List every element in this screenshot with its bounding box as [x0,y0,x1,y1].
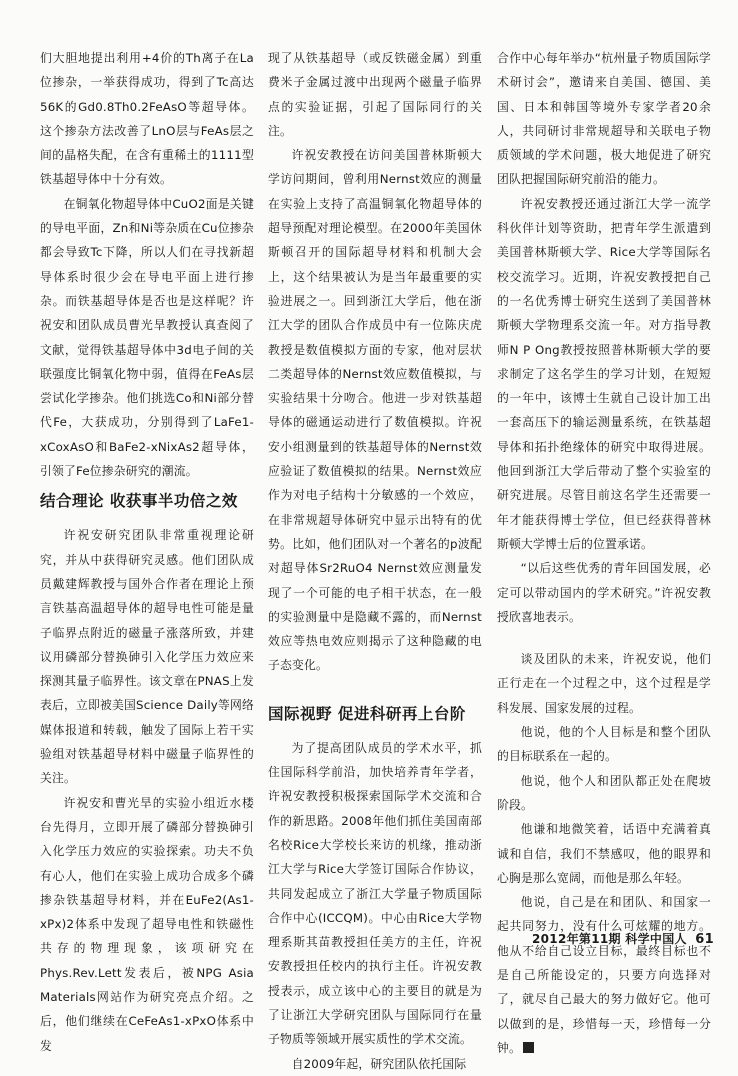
paragraph-text: 许祝安研究团队非常重视理论研究，并从中获得研究灵感。他们团队成员戴建辉教授与国外合作者在理论上预言铁基高温超导体的超导电性可能是量子临界点附近的磁量子涨落所致，并建议用磷部分替换砷引入化学压力效应来探测其量子临界性。该文章在PNAS上发表后，立即被美国Science Daily等网络媒体报道和转载，触发了国际上若干实验组对铁基超导材料中磁量子临界性的关注。 [40,528,254,786]
paragraph [40,192,254,484]
paragraph-text: 他说，他个人和团队都正处在爬坡阶段。 [497,773,711,812]
text-column-1 [40,46,254,1058]
paragraph [268,1052,482,1076]
paragraph-text: 为了提高团队成员的学术水平，抓住国际科学前沿，加快培养青年学者，许祝安教授积极探索国际学术交流和合作的新思路。2008年他们抓住美国南部名校Rice大学校长来访的机缘，推动浙江大学与Rice大学签订国际合作协议，共同发起成立了浙江大学量子物质国际合作中心(ICCQM)。中心由Rice大学物理系斯其苗教授担任美方的主任，许祝安教授担任校内的执行主任。许祝安教授表示，成立该中心的主要目的就是为了让浙江大学研究团队与国际同行在量子物质等领域开展实质性的学术交流。 [268,740,482,1047]
paragraph-text: 他说，他的个人目标是和整个团队的目标联系在一起的。 [497,725,711,764]
page-footer [532,930,714,947]
paragraph [497,720,711,769]
section-heading: 国际视野 促进科研再上台阶 [268,704,466,723]
paragraph [268,736,482,1052]
paragraph-text: 自2009年起，研究团队依托国际 [291,1056,467,1071]
paragraph-text: 们大胆地提出利用+4价的Th离子在La位掺杂，一举获得成功，得到了Tc高达56K的Gd0.8Th0.2FeAsO等超导体。这个掺杂方法改善了LnO层与FeAs层之间的晶格失配，在含有重稀土的1111型铁基超导体中十分有效。 [40,51,254,187]
paragraph-text: 许祝安和曹光旱的实验小组近水楼台先得月，立即开展了磷部分替换砷引入化学压力效应的实验探索。功夫不负有心人，他们在实验上成功合成多个磷掺杂铁基超导材料，并在EuFe2(As1-xPx)2体系中发现了超导电性和铁磁性共存的物理现象，该项研究在Phys.Rev.Lett发表后，被NPG Asia Materials网站作为研究亮点介绍。之后，他们继续在CeFeAs1-xPxO体系中发 [40,795,254,1053]
text-column-3 [497,46,711,1060]
issue-label: 2012年第11期 [532,932,621,946]
paragraph [40,523,254,790]
paragraph-text: 许祝安教授在访问美国普林斯顿大学访问期间，曾利用Nernst效应的测量在实验上支持了高温铜氧化物超导体的超导预配对理论模型。在2000年美国休斯顿召开的国际超导材料和机制大会上，这个结果被认为是当年最重要的实验进展之一。回到浙江大学后，他在浙江大学的团队合作成员中有一位陈庆虎教授是数值模拟方面的专家，他对层状二类超导体的Nernst效应数值模拟，与实验结果十分吻合。他进一步对铁基超导体的磁通运动进行了数值模拟。许祝安小组测量到的铁基超导体的Nernst效应验证了数值模拟的结果。Nernst效应作为对电子结构十分敏感的一个效应，在非常规超导体研究中显示出特有的优势。比如，他们团队对一个著名的p波配对超导体Sr2RuO4 Nernst效应测量发现了一个可能的电子相干状态，在一般的实验测量中是隐藏不露的，而Nernst效应等热电效应则揭示了这种隐藏的电子态变化。 [268,148,482,673]
paragraph-text: 现了从铁基超导（或反铁磁金属）到重费米子金属过渡中出现两个磁量子临界点的实验证据，引起了国际同行的关注。 [268,51,482,138]
paragraph-text: 谈及团队的未来，许祝安说，他们正行走在一个过程之中，这个过程是学科发展、国家发展的过程。 [497,652,711,715]
paragraph-text: 他谦和地微笑着，话语中充满着真诚和自信，我们不禁感叹，他的眼界和心胸是那么宽阔，而他是那么年轻。 [497,822,711,885]
paragraph-gap [268,678,482,696]
paragraph [497,769,711,818]
text-column-2 [268,46,482,1076]
paragraph [40,46,254,192]
magazine-name: 科学中国人 [625,932,687,946]
paragraph [497,890,711,1060]
paragraph [268,143,482,678]
paragraph [497,556,711,629]
end-mark-icon [523,1042,534,1053]
paragraph-text: 他说，自己是在和团队、和国家一起共同努力，没有什么可炫耀的地方。他从不给自己设立目标，最终目标也不是自己所能设定的，只要方向选择对了，就尽自己最大的努力做好它。他可以做到的是，珍惜每一天，珍惜每一分钟。 [497,895,711,1055]
paragraph [497,46,711,192]
paragraph-text: 许祝安教授还通过浙江大学一流学科伙伴计划等资助，把青年学生派遣到美国普林斯顿大学、Rice大学等国际名校交流学习。近期，许祝安教授把自己的一名优秀博士研究生送到了美国普林斯顿大学物理系交流一年。对方指导教师N P Ong教授按照普林斯顿大学的要求制定了这名学生的学习计划，在短短的一年中，该博士生就自己设计加工出一套高压下的输运测量系统，在铁基超导体和拓扑绝缘体的研究中取得进展。他回到浙江大学后带动了整个实验室的研究进展。尽管目前这名学生还需要一年才能获得博士学位，但已经获得普林斯顿大学博士后的位置承诺。 [497,196,711,551]
paragraph [497,192,711,556]
paragraph [40,791,254,1058]
section-heading: 结合理论 收获事半功倍之效 [40,492,238,511]
paragraph-text: “以后这些优秀的青年回国发展，必定可以带动国内的学术研究。”许祝安教授欣喜地表示。 [497,561,711,624]
paragraph-text: 在铜氧化物超导体中CuO2面是关键的导电平面，Zn和Ni等杂质在Cu位掺杂都会导致Tc下降，所以人们在寻找新超导体系时很少会在导电平面上进行掺杂。而铁基超导体是否也是这样呢？许祝安和团队成员曹光旱教授认真查阅了文献，觉得铁基超导体中3d电子间的关联强度比铜氧化物中弱，值得在FeAs层尝试化学掺杂。他们挑选Co和Ni部分替代Fe，大获成功，分别得到了LaFe1-xCoxAsO和BaFe2-xNixAs2超导体，引领了Fe位掺杂研究的潮流。 [40,196,254,479]
paragraph [268,46,482,143]
paragraph [497,647,711,720]
paragraph-text: 合作中心每年举办“杭州量子物质国际学术研讨会”，邀请来自美国、德国、美国、日本和韩国等境外专家学者20余人，共同研讨非常规超导和关联电子物质领域的学术问题，极大地促进了研究团队把握国际研究前沿的能力。 [497,51,711,187]
page-number: 61 [695,932,714,947]
paragraph [497,817,711,890]
paragraph-gap [497,629,711,647]
